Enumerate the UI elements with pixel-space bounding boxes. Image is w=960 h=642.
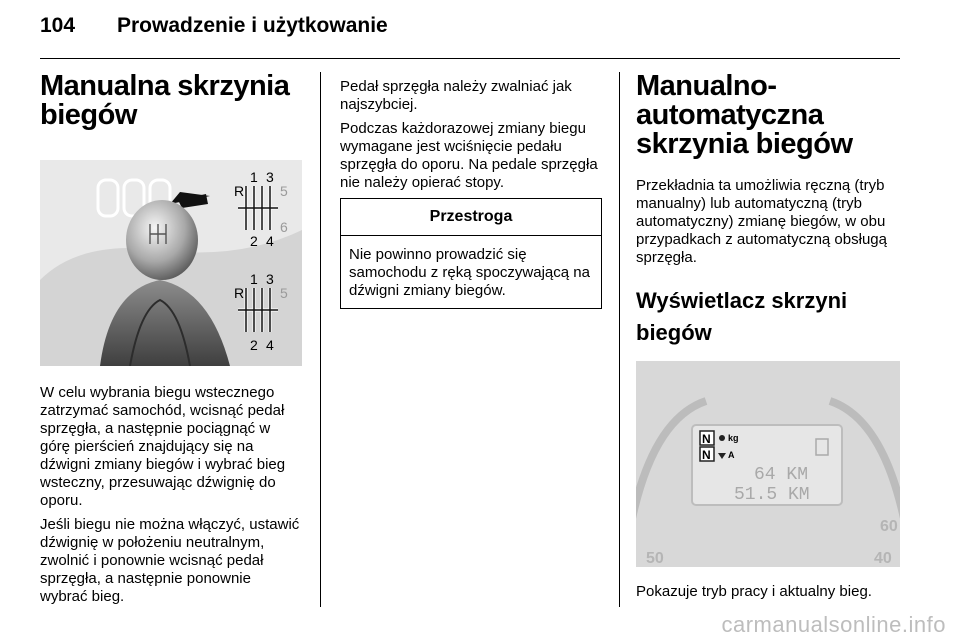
- paragraph-clutch-release: Pedał sprzęgła należy zwalniać jak najszybciej.: [340, 78, 572, 113]
- gear-label-2-bottom: 2: [250, 337, 258, 353]
- gear-label-3-bottom: 3: [266, 271, 274, 287]
- watermark: carmanualsonline.info: [721, 612, 946, 637]
- paragraph-clutch-press: Podczas każdorazowej zmiany biegu wymagane jest wciśnięcie pedału sprzęgła do oporu. Na pedale sprzęgła nie należy opierać stopy.: [340, 120, 598, 191]
- gearbox-display-photo: [636, 361, 900, 567]
- page-number: 104: [40, 14, 76, 37]
- left-body-text: [40, 384, 302, 606]
- small-label-a: A: [728, 450, 735, 460]
- readout-line-1: 64 KM: [754, 465, 809, 485]
- gear-label-4-bottom: 4: [266, 337, 274, 353]
- mode-letter-bottom: N: [702, 448, 711, 462]
- section-heading-manual-gearbox: Manualna skrzynia biegów: [40, 70, 290, 131]
- header-divider: [40, 58, 900, 59]
- warning-box: [340, 198, 602, 309]
- section-heading-automated-gearbox: Manualno-automatyczna skrzynia biegów: [636, 70, 853, 160]
- instrument-cluster-drawing: [636, 361, 900, 567]
- gear-label-r-top: R: [234, 183, 245, 199]
- middle-column: [340, 78, 602, 309]
- gear-label-6-top: 6: [280, 219, 288, 235]
- gear-lever-illustration: [40, 160, 302, 366]
- gear-label-r-bottom: R: [234, 285, 245, 301]
- gear-label-3-top: 3: [266, 169, 274, 185]
- subheading-gearbox-display: Wyświetlacz skrzyni biegów: [636, 288, 848, 345]
- gauge-label-50: 50: [646, 550, 664, 567]
- warning-title: Przestroga: [341, 199, 601, 236]
- gear-label-5-bottom: 5: [280, 285, 288, 301]
- mode-letter-top: N: [702, 432, 711, 446]
- gauge-label-40: 40: [874, 550, 892, 567]
- gauge-label-60: 60: [880, 518, 898, 535]
- right-column: [636, 72, 904, 607]
- column-divider-2: [619, 72, 620, 607]
- gear-symbol-icon: [719, 435, 725, 441]
- gear-label-2-top: 2: [250, 233, 258, 249]
- paragraph-automated-description: Przekładnia ta umożliwia ręczną (tryb manualny) lub automatyczną (tryb automatyczny) zmianę biegów, w obu przypadkach z automatyczną obsługą sprzęgła.: [636, 177, 887, 266]
- gear-label-5-top: 5: [280, 183, 288, 199]
- figure-caption: Pokazuje tryb pracy i aktualny bieg.: [636, 583, 872, 600]
- warning-text: Nie powinno prowadzić się samochodu z ręką spoczywającą na dźwigni zmiany biegów.: [349, 246, 590, 299]
- paragraph-reverse-gear: W celu wybrania biegu wstecznego zatrzymać samochód, wcisnąć pedał sprzęgła, a następnie pociągnąć w górę pierścień znajdujący się na dźwigni zmiany biegów i wybrać bieg wsteczny, przesuwając dźwignię do oporu.: [40, 384, 286, 509]
- column-divider-1: [320, 72, 321, 607]
- gear-lever-drawing: [40, 160, 302, 366]
- gear-label-1-top: 1: [250, 169, 258, 185]
- paragraph-gear-not-engaged: Jeśli biegu nie można włączyć, ustawić dźwignię w położeniu neutralnym, zwolnić i ponownie wcisnąć pedał sprzęgła, a następnie ponownie wybrać bieg.: [40, 516, 300, 605]
- left-column: [40, 72, 302, 612]
- gear-label-4-top: 4: [266, 233, 274, 249]
- readout-line-2: 51.5 KM: [734, 485, 810, 505]
- page-header-title: Prowadzenie i użytkowanie: [117, 14, 388, 37]
- gear-label-1-bottom: 1: [250, 271, 258, 287]
- small-label-kg: kg: [728, 433, 739, 443]
